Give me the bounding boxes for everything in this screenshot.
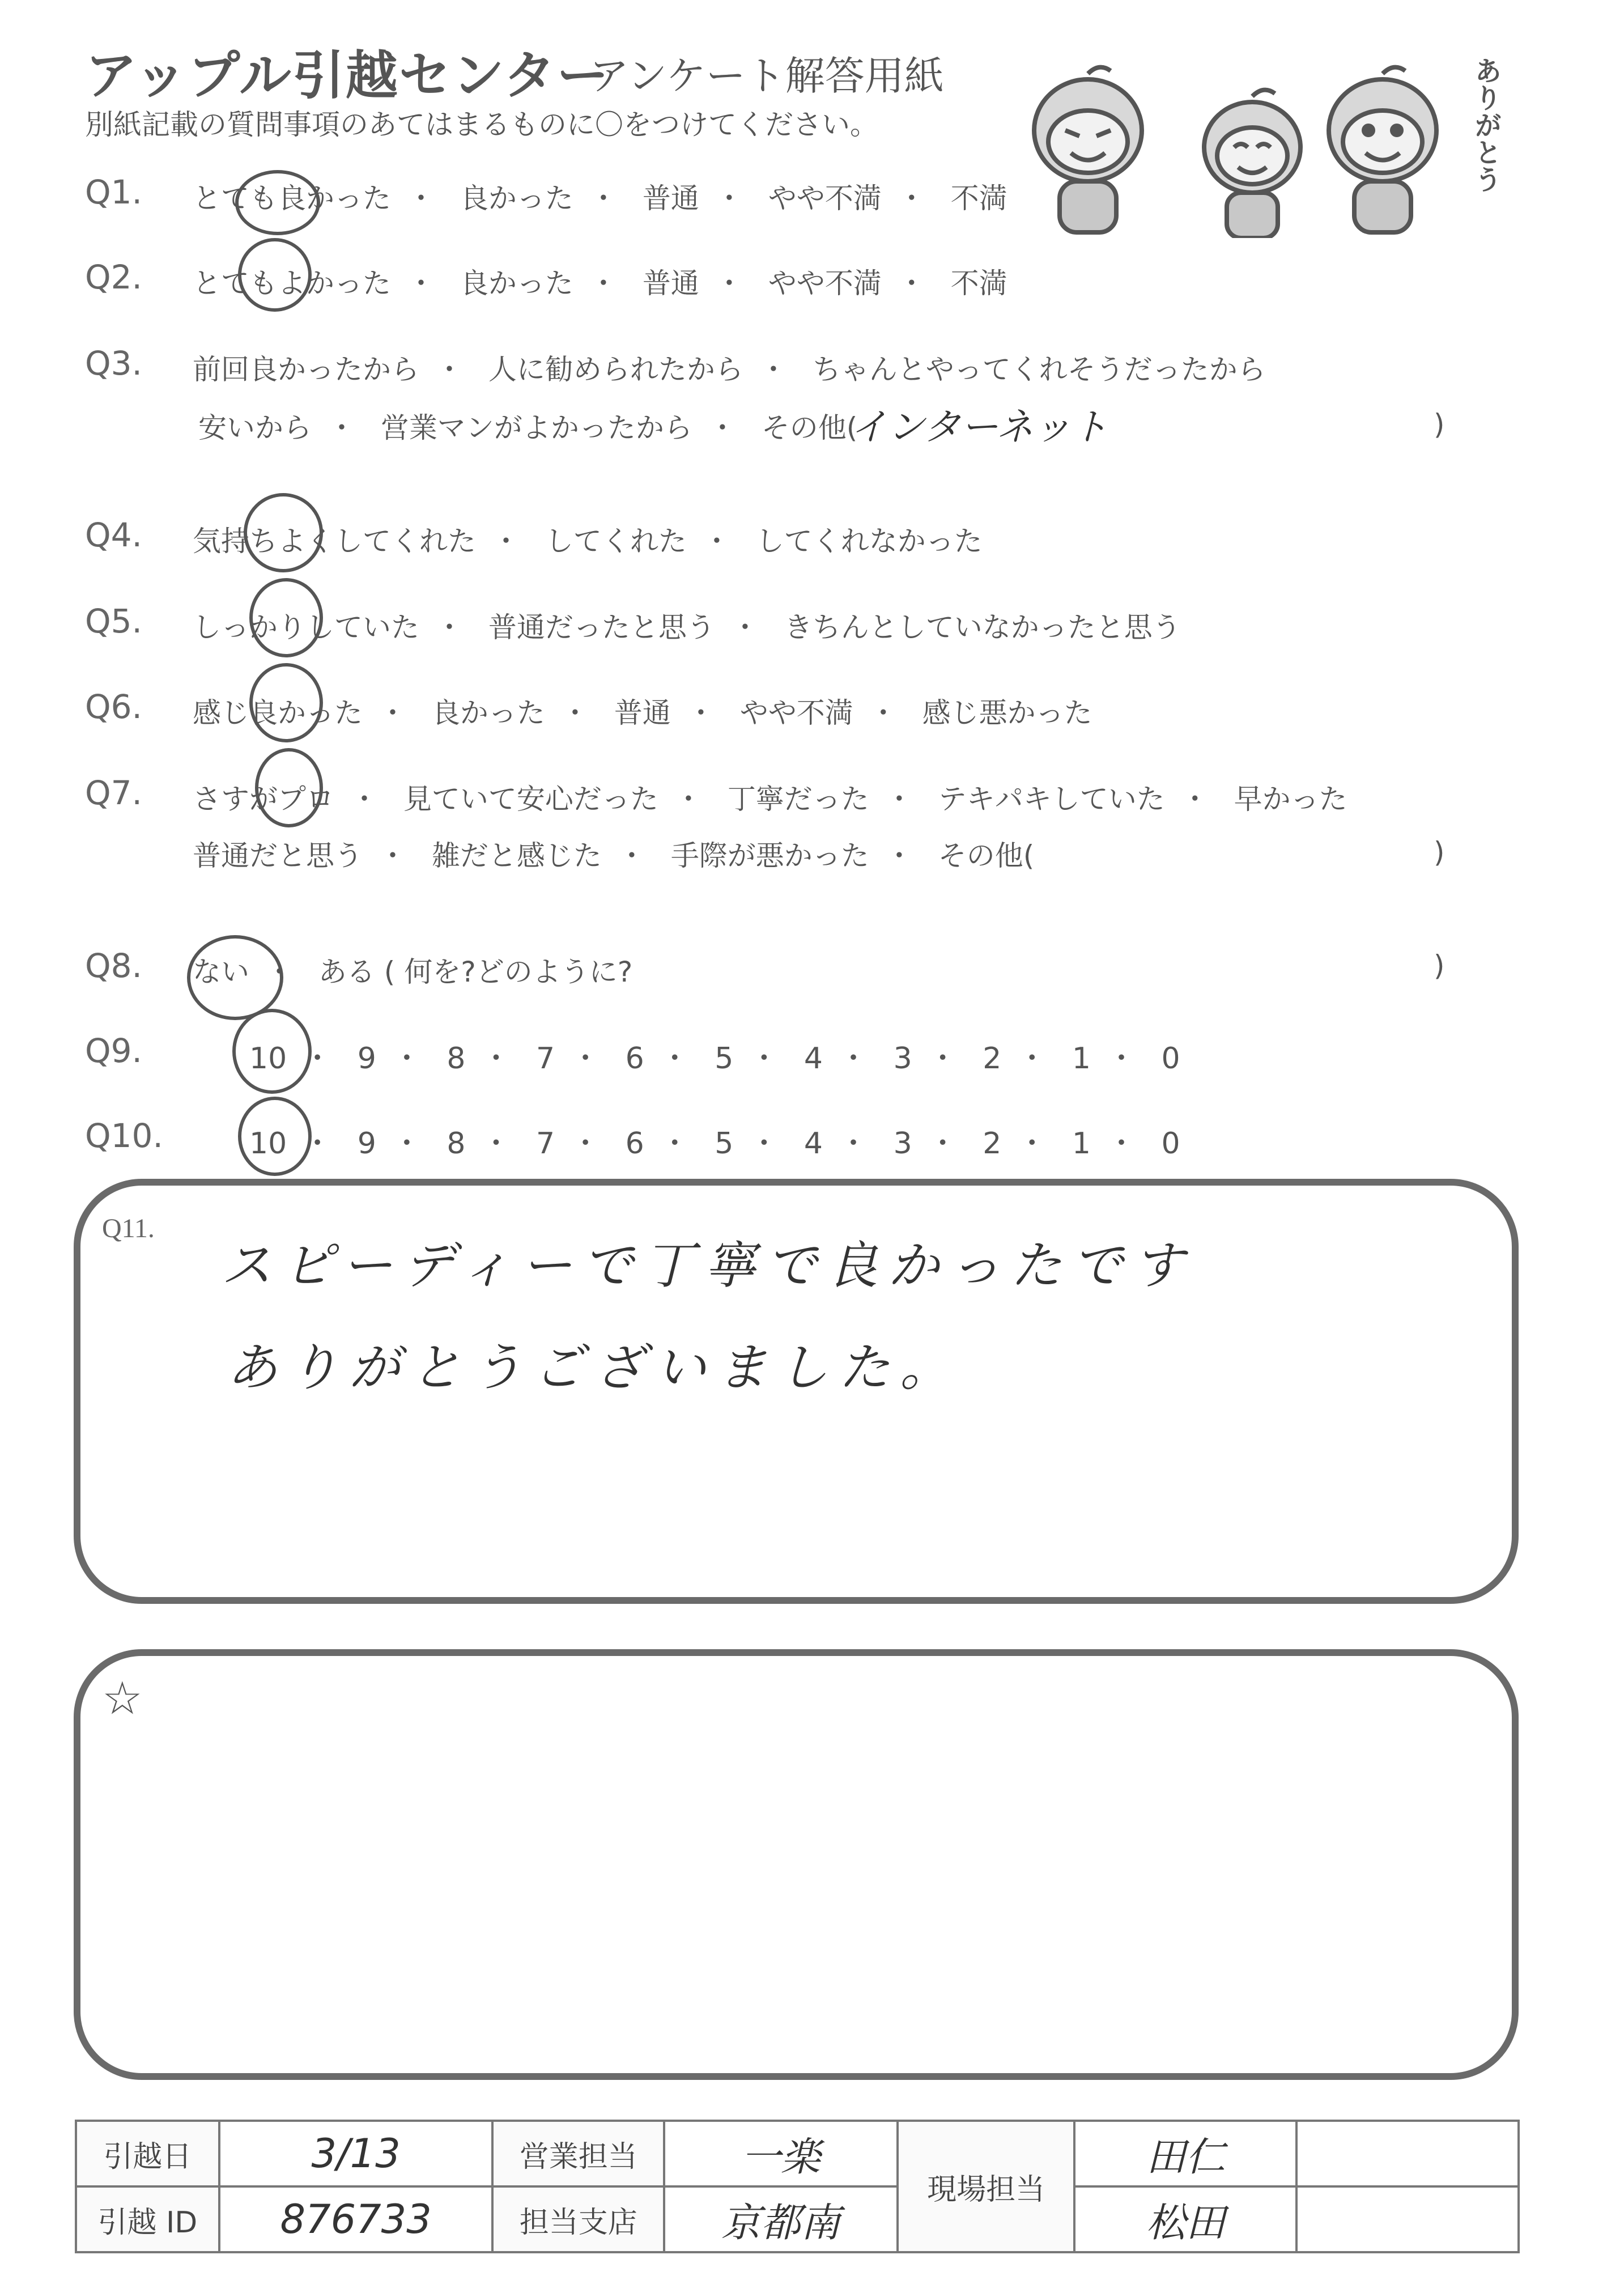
q8-label: Q8. <box>85 946 142 985</box>
q6-options: 感じ良かった ・ 良かった ・ 普通 ・ やや不満 ・ 感じ悪かった <box>193 697 1092 729</box>
q10-score[interactable]: 9 <box>357 1127 376 1161</box>
q9-score[interactable]: 4 <box>804 1042 823 1076</box>
monkey-mascots-icon <box>997 45 1507 238</box>
site-staff-label: 現場担当 <box>898 2121 1074 2252</box>
q8-close-paren: ) <box>1434 949 1445 982</box>
q5-options: しっかりしていた ・ 普通だったと思う ・ きちんとしていなかったと思う <box>193 611 1181 644</box>
q10-score[interactable]: 1 <box>1072 1127 1091 1161</box>
q4-option[interactable]: してくれた <box>545 525 687 558</box>
q11-comment-line2[interactable]: ありがとうございました。 <box>227 1338 961 1398</box>
q10-score[interactable]: 2 <box>983 1127 1002 1161</box>
q3-option[interactable]: 人に勧められたから <box>488 353 743 386</box>
q7-option[interactable]: 雑だと感じた <box>431 839 602 872</box>
branch-label: 担当支店 <box>492 2186 664 2252</box>
q7-label: Q7. <box>85 774 142 812</box>
free-comment-box[interactable] <box>74 1649 1519 2080</box>
move-date-label: 引越日 <box>76 2121 219 2186</box>
q3-option[interactable]: 前回良かったから <box>193 353 419 386</box>
q10-score[interactable]: 6 <box>625 1127 644 1161</box>
q4-label: Q4. <box>85 516 142 554</box>
q10-scale: 10 ・ 9 ・ 8 ・ 7 ・ 6 ・ 5 ・ 4 ・ 3 ・ 2 ・ 1 ・ 0 <box>249 1127 1180 1161</box>
q10-score[interactable]: 8 <box>447 1127 466 1161</box>
q9-scale: 10 ・ 9 ・ 8 ・ 7 ・ 6 ・ 5 ・ 4 ・ 3 ・ 2 ・ 1 ・ 0 <box>249 1042 1180 1076</box>
q8-options: ない ・ ある ( 何を?どのように? <box>193 956 633 988</box>
q9-score[interactable]: 9 <box>357 1042 376 1076</box>
site-staff-empty-1[interactable] <box>1296 2121 1519 2186</box>
q3-other-answer[interactable]: インターネット <box>850 405 1109 449</box>
q2-option[interactable]: 不満 <box>950 267 1007 300</box>
q1-option[interactable]: 良かった <box>460 182 573 215</box>
q2-option[interactable]: とてもよかった <box>193 267 391 300</box>
q7-option[interactable]: 普通だと思う <box>193 839 363 872</box>
q5-option[interactable]: 普通だったと思う <box>488 611 715 644</box>
q10-score[interactable]: 3 <box>893 1127 912 1161</box>
q2-label: Q2. <box>85 258 142 296</box>
q7-options-line1: さすがプロ ・ 見ていて安心だった ・ 丁寧だった ・ テキパキしていた ・ 早かった <box>193 783 1347 816</box>
q7-selection-circle <box>255 748 323 827</box>
q11-comment-line1[interactable]: スピーディーで丁寧で良かったです <box>221 1236 1194 1296</box>
q9-score[interactable]: 1 <box>1072 1042 1091 1076</box>
q5-selection-circle <box>249 578 323 657</box>
q9-score[interactable]: 5 <box>715 1042 734 1076</box>
q2-option[interactable]: 普通 <box>642 267 699 300</box>
move-id-value[interactable]: 876733 <box>219 2186 493 2252</box>
mascot-thanks-text: ありがとう <box>1470 57 1502 193</box>
instruction-text: 別紙記載の質問事項のあてはまるものに〇をつけてください。 <box>85 108 878 141</box>
q5-option[interactable]: しっかりしていた <box>193 611 419 644</box>
q9-score[interactable]: 3 <box>893 1042 912 1076</box>
mascot-illustration <box>997 45 1507 238</box>
q6-selection-circle <box>249 663 323 742</box>
branch-value[interactable]: 京都南 <box>664 2186 898 2252</box>
q2-option[interactable]: 良かった <box>460 267 573 300</box>
q9-score[interactable]: 2 <box>983 1042 1002 1076</box>
q4-option[interactable]: してくれなかった <box>755 525 983 558</box>
q1-option[interactable]: 普通 <box>642 182 699 215</box>
q2-options: とてもよかった ・ 良かった ・ 普通 ・ やや不満 ・ 不満 <box>193 267 1007 300</box>
q3-label: Q3. <box>85 344 142 383</box>
q6-option[interactable]: やや不満 <box>739 697 853 729</box>
move-date-value[interactable]: 3/13 <box>219 2121 493 2186</box>
q8-selection-circle <box>187 935 283 1020</box>
q10-score[interactable]: 4 <box>804 1127 823 1161</box>
q7-option[interactable]: 丁寧だった <box>727 783 869 816</box>
q7-option[interactable]: さすがプロ <box>193 783 334 816</box>
q6-option[interactable]: 良かった <box>431 697 545 729</box>
q7-option[interactable]: テキパキしていた <box>938 783 1165 816</box>
q11-label: Q11. <box>102 1213 155 1243</box>
site-staff-value-2[interactable]: 松田 <box>1074 2186 1296 2252</box>
q5-label: Q5. <box>85 602 142 640</box>
q3-options-line1: 前回良かったから ・ 人に勧められたから ・ ちゃんとやってくれそうだったから <box>193 353 1266 386</box>
q8-option[interactable]: ない <box>193 956 249 988</box>
q1-option[interactable]: 不満 <box>950 182 1007 215</box>
q10-label: Q10. <box>85 1116 163 1155</box>
q7-option[interactable]: 手際が悪かった <box>670 839 869 872</box>
site-staff-value-1[interactable]: 田仁 <box>1074 2121 1296 2186</box>
q4-selection-circle <box>244 493 323 572</box>
q3-option[interactable]: ちゃんとやってくれそうだったから <box>812 353 1266 386</box>
q3-option[interactable]: 営業マンがよかったから <box>380 411 692 444</box>
q1-selection-circle <box>235 170 320 235</box>
q3-option[interactable]: 安いから <box>198 411 312 444</box>
q8-option[interactable]: ある ( 何を?どのように? <box>318 956 633 988</box>
q6-label: Q6. <box>85 687 142 726</box>
q3-other-label: その他( <box>761 411 858 444</box>
footer-info-table <box>75 2120 1520 2253</box>
q10-score[interactable]: 10 <box>249 1127 287 1161</box>
q10-score[interactable]: 5 <box>715 1127 734 1161</box>
q3-close-paren: ) <box>1434 408 1445 441</box>
q10-score[interactable]: 0 <box>1161 1127 1180 1161</box>
q7-other-label: その他( <box>938 839 1035 872</box>
q3-options-line2: 安いから ・ 営業マンがよかったから ・ その他( <box>198 411 858 444</box>
q1-label: Q1. <box>85 173 142 211</box>
q9-score[interactable]: 8 <box>447 1042 466 1076</box>
site-staff-empty-2[interactable] <box>1296 2186 1519 2252</box>
form-title: アンケート解答用紙 <box>589 53 944 99</box>
q4-option[interactable]: 気持ちよくしてくれた <box>193 525 476 558</box>
q1-option[interactable]: やや不満 <box>768 182 882 215</box>
q10-score[interactable]: 7 <box>536 1127 555 1161</box>
star-icon: ☆ <box>102 1672 143 1725</box>
q9-score[interactable]: 6 <box>625 1042 644 1076</box>
q9-score[interactable]: 0 <box>1161 1042 1180 1076</box>
q9-score[interactable]: 10 <box>249 1042 287 1076</box>
company-name: アップル引越センター <box>85 45 610 106</box>
q1-option[interactable]: とても良かった <box>193 182 391 215</box>
q4-options: 気持ちよくしてくれた ・ してくれた ・ してくれなかった <box>193 525 983 558</box>
q6-option[interactable]: 感じ悪かった <box>922 697 1092 729</box>
q10-selection-circle <box>238 1097 312 1176</box>
sales-rep-label: 営業担当 <box>492 2121 664 2186</box>
q1-options: とても良かった ・ 良かった ・ 普通 ・ やや不満 ・ 不満 <box>193 182 1007 215</box>
sales-rep-value[interactable]: 一楽 <box>664 2121 898 2186</box>
q5-option[interactable]: きちんとしていなかったと思う <box>784 611 1181 644</box>
q2-option[interactable]: やや不満 <box>768 267 882 300</box>
q9-label: Q9. <box>85 1031 142 1070</box>
q9-selection-circle <box>232 1009 312 1094</box>
q2-selection-circle <box>238 238 312 312</box>
q7-option[interactable]: 早かった <box>1234 783 1347 816</box>
move-id-label: 引越 ID <box>76 2186 219 2252</box>
q6-option[interactable]: 普通 <box>614 697 671 729</box>
q7-option[interactable]: 見ていて安心だった <box>403 783 658 816</box>
q7-options-line2: 普通だと思う ・ 雑だと感じた ・ 手際が悪かった ・ その他( <box>193 839 1035 872</box>
q6-option[interactable]: 感じ良かった <box>193 697 363 729</box>
q9-score[interactable]: 7 <box>536 1042 555 1076</box>
q7-close-paren: ) <box>1434 836 1445 869</box>
